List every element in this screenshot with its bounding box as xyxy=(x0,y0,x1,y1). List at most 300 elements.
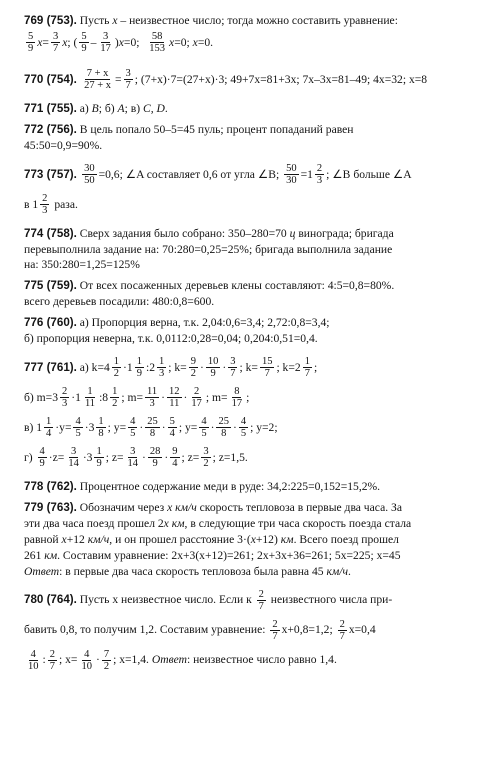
fraction xyxy=(315,163,324,186)
problem-line xyxy=(24,501,466,515)
denominator: 10 xyxy=(81,660,92,672)
text-run: x км/ч xyxy=(167,500,197,514)
fraction xyxy=(147,31,167,54)
numerator: 8 xyxy=(234,386,240,398)
numerator: 1 xyxy=(136,356,142,368)
text-run: – xyxy=(90,35,97,49)
numerator: 3 xyxy=(230,356,236,368)
fraction xyxy=(40,193,49,216)
problem-line xyxy=(24,295,466,309)
numerator: 1 xyxy=(159,356,165,368)
fraction xyxy=(216,416,231,439)
fraction xyxy=(79,31,88,54)
text-run: а) xyxy=(76,101,92,115)
problem-p779 xyxy=(24,501,466,579)
text-run: в) 1 xyxy=(24,421,43,435)
fraction xyxy=(260,356,275,379)
problem-p777 xyxy=(24,353,466,473)
numerator: 3 xyxy=(70,446,77,458)
numerator: 3 xyxy=(52,31,59,43)
denominator: 7 xyxy=(304,368,310,380)
text-run: ; y= xyxy=(107,421,127,435)
text-run: б) m=3 xyxy=(24,391,59,405)
text-run: ; x= xyxy=(58,653,78,667)
numerator: 12 xyxy=(169,386,180,398)
text-run: : неизвестное число равно 1,4. xyxy=(186,653,337,667)
fraction xyxy=(157,356,166,379)
problem-line xyxy=(24,28,466,58)
denominator: 9 xyxy=(28,43,34,55)
text-run: =0; xyxy=(174,35,193,49)
fraction xyxy=(112,356,121,379)
text-run: а) k=4 xyxy=(76,361,110,375)
text-run: а) Пропорция верна, т.к. 2,04:0,6=3,4; 2,72:0,8=3,4; xyxy=(76,316,330,330)
problem-p773 xyxy=(24,160,466,220)
numerator: 2 xyxy=(49,648,55,660)
problem-line xyxy=(24,413,466,443)
numerator: 1 xyxy=(46,416,52,428)
text-run: x xyxy=(112,14,118,27)
text-run: · xyxy=(161,421,166,435)
problem-line xyxy=(24,353,466,383)
numerator: 2 xyxy=(316,163,323,175)
problem-p778 xyxy=(24,480,466,494)
text-run: · xyxy=(210,421,215,435)
numerator: 7 + x xyxy=(86,68,109,80)
text-run: : в первые два часа скорость тепловоза была равна 45 xyxy=(59,564,327,578)
text-run: +12 xyxy=(66,532,88,546)
text-run: скорость тепловоза в первые два часа. За xyxy=(196,500,402,514)
numerator: 58 xyxy=(151,31,163,43)
numerator: 11 xyxy=(147,386,158,398)
numerator: 2 xyxy=(339,618,345,630)
fraction xyxy=(189,356,198,379)
text-run: · xyxy=(95,653,100,667)
denominator: 17 xyxy=(191,398,202,410)
problem-line xyxy=(24,123,466,137)
text-run: , и он прошел расстояние 3·( xyxy=(109,532,251,546)
numerator: 5 xyxy=(169,416,175,428)
text-run: ; z=1,5. xyxy=(212,451,248,465)
denominator: 2 xyxy=(112,398,118,410)
text-run: 45:50=0,9=90%. xyxy=(24,138,103,152)
denominator: 3 xyxy=(159,368,165,380)
denominator: 7 xyxy=(49,660,55,672)
problem-line xyxy=(24,383,466,413)
numerator: 1 xyxy=(304,356,310,368)
text-run: ·y= xyxy=(55,421,72,435)
problem-line xyxy=(24,645,466,675)
denominator: 7 xyxy=(230,368,236,380)
fraction xyxy=(48,649,57,672)
text-run: ; y= xyxy=(178,421,198,435)
fraction xyxy=(170,446,179,469)
text-run: ·3 xyxy=(82,451,93,465)
denominator: 14 xyxy=(127,458,139,470)
problem-line xyxy=(24,227,466,241)
text-run: всего деревьев посадили: 480:0,8=600. xyxy=(24,295,215,309)
numerator: 4 xyxy=(201,416,207,428)
denominator: 10 xyxy=(28,660,39,672)
fraction xyxy=(135,356,144,379)
text-run: · xyxy=(164,451,169,465)
fraction xyxy=(338,619,347,642)
fraction xyxy=(26,649,41,672)
numerator: 28 xyxy=(149,446,161,458)
fraction xyxy=(110,386,119,409)
text-run: перевыполнила задание на: 70:280=0,25=25%; бригада выполнила задание xyxy=(24,242,393,256)
text-run: км xyxy=(44,548,58,562)
problem-p776 xyxy=(24,316,466,346)
text-run: :2 xyxy=(145,361,155,375)
text-run: ; ∠B больше ∠A xyxy=(326,167,412,181)
text-run: · xyxy=(183,391,188,405)
fraction xyxy=(303,356,312,379)
denominator: 9 xyxy=(96,458,102,470)
text-run: x=0,4 xyxy=(348,623,376,637)
problem-line xyxy=(24,316,466,330)
denominator: 8 xyxy=(221,428,227,440)
numerator: 3 xyxy=(203,446,209,458)
text-run: · xyxy=(199,361,204,375)
problem-line xyxy=(24,102,466,116)
text-run: x xyxy=(37,35,43,49)
text-run: Сверх задания было собрано: 350–280=70 xyxy=(76,226,290,240)
text-run: :8 xyxy=(99,391,109,405)
text-run: ; k= xyxy=(168,361,187,375)
denominator: 2 xyxy=(113,368,120,380)
numerator: 50 xyxy=(286,163,297,175)
text-run: в 1 xyxy=(24,197,39,211)
text-run: Процентное содержание меди в руде: 34,2:225=0,152=15,2%. xyxy=(76,479,381,493)
denominator: 153 xyxy=(149,43,166,55)
denominator: 30 xyxy=(286,175,297,187)
text-run: : xyxy=(42,653,46,667)
text-run: =0,6; ∠A составляет 0,6 от угла ∠B; xyxy=(98,167,283,181)
fraction xyxy=(124,68,133,91)
text-run: Ответ xyxy=(24,564,60,578)
text-run: Обозначим через xyxy=(76,500,168,514)
numerator: 2 xyxy=(194,386,200,398)
denominator: 17 xyxy=(231,398,243,410)
fraction xyxy=(82,163,97,186)
text-run: От всех посаженных деревьев клены составляют: 4:5=0,8=80%. xyxy=(76,279,395,293)
text-run: равной xyxy=(24,532,62,546)
denominator: 5 xyxy=(201,428,207,440)
text-run: на: 350:280=1,25=125% xyxy=(24,258,140,272)
fraction xyxy=(102,649,111,672)
problem-number: 780 (764). xyxy=(24,593,77,607)
problem-number: 776 (760). xyxy=(24,316,77,330)
problem-number: 775 (759). xyxy=(24,279,77,293)
numerator: 1 xyxy=(96,446,102,458)
text-run: · xyxy=(139,421,144,435)
fraction xyxy=(38,446,47,469)
text-run: , в следующие три часа скорость поезда стала xyxy=(184,516,412,530)
denominator: 50 xyxy=(84,175,95,187)
fraction xyxy=(148,446,163,469)
text-run: ; z= xyxy=(181,451,200,465)
fraction xyxy=(206,356,221,379)
denominator: 8 xyxy=(149,428,156,440)
denominator: 7 xyxy=(339,630,345,642)
numerator: 9 xyxy=(190,356,196,368)
denominator: 3 xyxy=(149,398,155,410)
problem-line xyxy=(24,14,466,28)
text-run: винограда; бригада xyxy=(295,226,394,240)
denominator: 7 xyxy=(264,368,270,380)
fraction xyxy=(126,446,141,469)
numerator: 2 xyxy=(62,386,68,398)
text-run: A xyxy=(117,101,125,115)
denominator: 3 xyxy=(62,398,68,410)
problem-number: 779 (763). xyxy=(24,500,77,514)
text-run: г) xyxy=(24,451,36,465)
problem-line xyxy=(24,139,466,153)
fraction xyxy=(98,31,113,54)
text-run: · xyxy=(232,421,237,435)
text-run: +12) xyxy=(255,532,281,546)
text-run: = xyxy=(115,72,122,86)
problem-line xyxy=(24,565,466,579)
fraction xyxy=(168,416,177,439)
text-run: Ответ xyxy=(151,653,187,667)
text-run: x+0,8=1,2; xyxy=(281,623,336,637)
denominator: 2 xyxy=(203,458,209,470)
text-run: . xyxy=(164,101,168,115)
numerator: 1 xyxy=(98,416,104,428)
text-run: ·1 xyxy=(123,361,133,375)
problem-line xyxy=(24,585,466,615)
fraction xyxy=(167,386,182,409)
text-run: =0. xyxy=(197,35,214,49)
problem-number: 770 (754). xyxy=(24,72,81,86)
problem-line xyxy=(24,65,466,95)
denominator: 9 xyxy=(152,458,158,470)
fraction xyxy=(145,386,159,409)
text-run: ; xyxy=(313,361,318,375)
text-run: ·1 xyxy=(71,391,81,405)
text-run: C, D xyxy=(143,101,165,115)
fraction xyxy=(66,446,81,469)
text-run: = xyxy=(42,35,49,49)
problem-number: 771 (755). xyxy=(24,101,77,115)
problem-p771 xyxy=(24,102,466,116)
text-run: =1 xyxy=(300,167,313,181)
text-run: неизвестного числа при- xyxy=(267,593,393,607)
text-run: ; (7+x)·7=(27+x)·3; 49+7x=81+3x; 7x–3x=81–49; 4x=32; x=8 xyxy=(134,72,428,86)
numerator: 25 xyxy=(147,416,158,428)
denominator: 14 xyxy=(68,458,79,470)
fraction xyxy=(83,386,97,409)
numerator: 25 xyxy=(218,416,229,428)
denominator: 9 xyxy=(39,458,45,470)
denominator: 9 xyxy=(136,368,142,380)
fraction xyxy=(189,386,204,409)
numerator: 10 xyxy=(207,356,219,368)
text-run: ; y=2; xyxy=(250,421,278,435)
text-run: ; ( xyxy=(67,35,78,49)
text-run: x xyxy=(192,35,198,49)
text-run: 261 xyxy=(24,548,45,562)
denominator: 4 xyxy=(172,458,178,470)
fraction xyxy=(284,163,299,186)
text-run: · xyxy=(161,391,166,405)
numerator: 3 xyxy=(130,446,136,458)
numerator: 1 xyxy=(87,386,93,398)
fraction xyxy=(60,386,69,409)
fraction xyxy=(44,416,53,439)
text-run: B xyxy=(91,101,99,115)
problem-line xyxy=(24,243,466,257)
problem-line xyxy=(24,160,466,190)
numerator: 4 xyxy=(39,446,45,458)
numerator: 2 xyxy=(272,618,278,630)
text-run: x xyxy=(61,532,67,546)
text-run: ; k=2 xyxy=(276,361,301,375)
problem-p769 xyxy=(24,14,466,58)
fraction xyxy=(96,416,105,439)
problem-p774 xyxy=(24,227,466,273)
fraction xyxy=(228,356,237,379)
numerator: 5 xyxy=(28,31,34,43)
numerator: 4 xyxy=(75,416,81,428)
denominator: 4 xyxy=(169,428,175,440)
text-run: ; m= xyxy=(121,391,144,405)
numerator: 15 xyxy=(261,356,273,368)
text-run: · xyxy=(222,361,227,375)
text-run: x xyxy=(250,532,256,546)
problem-number: 772 (756). xyxy=(24,122,77,136)
fraction xyxy=(270,619,279,642)
text-run: ; x=1,4. xyxy=(113,653,152,667)
problem-p780 xyxy=(24,585,466,675)
denominator: 11 xyxy=(169,398,180,410)
problem-line xyxy=(24,480,466,494)
numerator: 4 xyxy=(84,648,90,660)
text-run: бавить 0,8, то получим 1,2. Составим уравнение: xyxy=(24,623,269,637)
problem-line xyxy=(24,549,466,563)
text-run: раза. xyxy=(51,197,78,211)
denominator: 27 + x xyxy=(84,80,111,92)
denominator: 2 xyxy=(190,368,196,380)
problem-line xyxy=(24,615,466,645)
text-run: x xyxy=(169,35,175,49)
denominator: 5 xyxy=(75,428,81,440)
numerator: 30 xyxy=(84,163,95,175)
denominator: 3 xyxy=(42,205,48,217)
numerator: 2 xyxy=(258,588,264,600)
text-run: ; k= xyxy=(239,361,258,375)
text-run: ; в) xyxy=(124,101,143,115)
numerator: 2 xyxy=(42,193,48,205)
fraction xyxy=(51,31,60,54)
problem-line xyxy=(24,190,466,220)
problem-p772 xyxy=(24,123,466,153)
problem-number: 774 (758). xyxy=(24,226,77,240)
fraction xyxy=(26,31,35,54)
denominator: 7 xyxy=(52,43,59,55)
numerator: 1 xyxy=(113,356,120,368)
fraction xyxy=(230,386,245,409)
denominator: 9 xyxy=(210,368,216,380)
denominator: 11 xyxy=(84,398,96,410)
numerator: 3 xyxy=(103,31,109,43)
text-run: км/ч xyxy=(326,564,349,578)
denominator: 3 xyxy=(316,175,323,187)
fraction xyxy=(201,446,210,469)
denominator: 2 xyxy=(103,660,110,672)
fraction xyxy=(128,416,137,439)
numerator: 4 xyxy=(130,416,136,428)
fraction xyxy=(257,589,266,612)
text-run: ) xyxy=(114,35,119,49)
denominator: 9 xyxy=(81,43,87,55)
fraction xyxy=(94,446,103,469)
text-run: – неизвестное число; тогда можно составить уравнение: xyxy=(117,14,398,27)
text-run: x км xyxy=(163,516,185,530)
numerator: 5 xyxy=(81,31,87,43)
text-run: Пусть xyxy=(76,14,113,27)
denominator: 4 xyxy=(46,428,52,440)
problem-line xyxy=(24,258,466,272)
problem-number: 777 (761). xyxy=(24,361,77,375)
denominator: 7 xyxy=(125,80,131,92)
text-run: ·3 xyxy=(84,421,95,435)
problem-line xyxy=(24,533,466,547)
fraction xyxy=(145,416,160,439)
fraction xyxy=(82,68,113,91)
problem-number: 778 (762). xyxy=(24,479,77,493)
text-run: км/ч xyxy=(87,532,110,546)
text-run: км xyxy=(280,532,294,546)
text-run: Пусть x неизвестное число. Если к xyxy=(76,593,255,607)
text-run: . Составим уравнение: 2x+3(x+12)=261; 2x+3x+36=261; 5x=225; x=45 xyxy=(57,548,401,562)
numerator: 9 xyxy=(172,446,178,458)
numerator: 4 xyxy=(240,416,247,428)
fraction xyxy=(239,416,248,439)
text-run: ; z= xyxy=(105,451,124,465)
denominator: 8 xyxy=(98,428,104,440)
numerator: 1 xyxy=(112,386,118,398)
text-run: В цель попало 50–5=45 пуль; процент попаданий равен xyxy=(76,122,354,136)
denominator: 17 xyxy=(100,43,111,55)
numerator: 7 xyxy=(103,648,110,660)
text-run: ; m= xyxy=(205,391,228,405)
problem-number: 769 (753). xyxy=(24,14,77,27)
problem-line xyxy=(24,517,466,531)
numerator: 4 xyxy=(30,648,36,660)
denominator: 5 xyxy=(130,428,136,440)
text-run: б) пропорция неверна, т.к. 0,0112:0,28=0,04; 0,204:0,51=0,4. xyxy=(24,332,318,346)
problem-p775 xyxy=(24,279,466,309)
text-run: ; б) xyxy=(98,101,118,115)
text-run: =0; xyxy=(123,35,146,49)
problem-line xyxy=(24,332,466,346)
numerator: 3 xyxy=(125,68,131,80)
text-run: x xyxy=(62,35,68,49)
denominator: 7 xyxy=(272,630,278,642)
text-run: ·z= xyxy=(48,451,65,465)
fraction xyxy=(79,649,94,672)
problem-line xyxy=(24,279,466,293)
problem-line xyxy=(24,443,466,473)
text-run: · xyxy=(142,451,146,465)
problem-number: 773 (757). xyxy=(24,167,81,181)
fraction xyxy=(199,416,208,439)
denominator: 7 xyxy=(258,600,264,612)
text-run: ; xyxy=(246,391,250,405)
